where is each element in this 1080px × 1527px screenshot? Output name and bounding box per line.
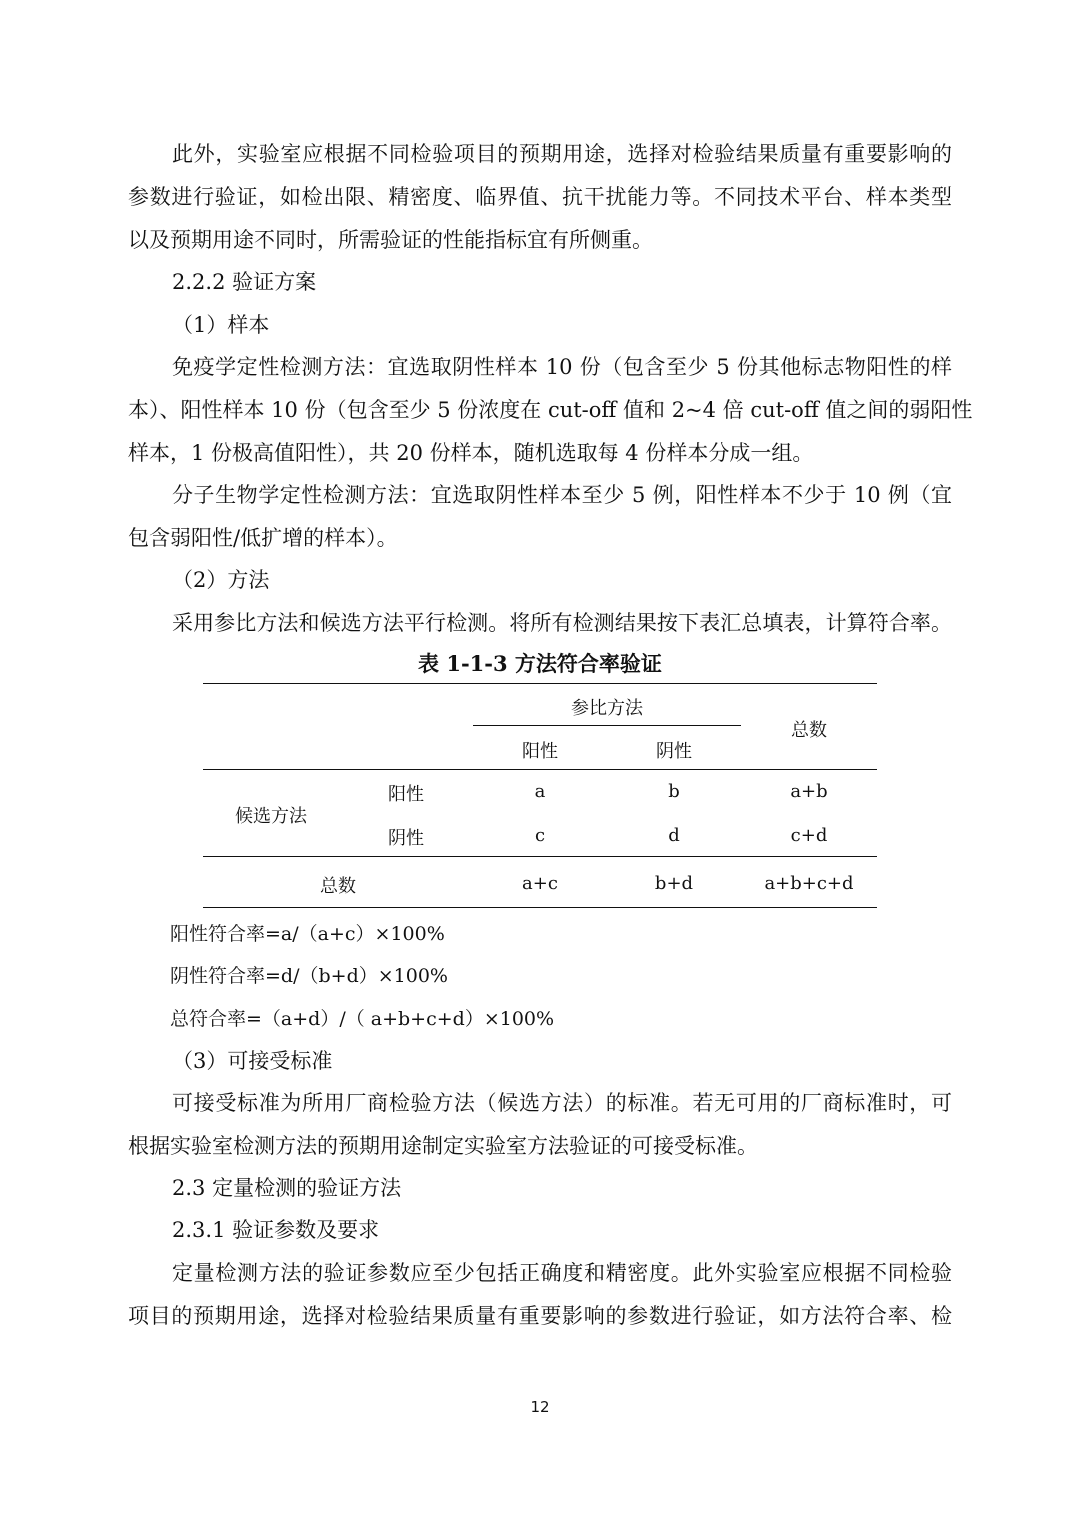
paragraph-line: 免疫学定性检测方法：宜选取阴性样本 10 份（包含至少 5 份其他标志物阳性的样 bbox=[172, 355, 952, 379]
page-number: 12 bbox=[530, 1398, 550, 1416]
cell-a: a bbox=[534, 781, 546, 802]
formula-total-rate: 总符合率=（a+d）/（ a+b+c+d）×100% bbox=[170, 1008, 555, 1030]
cell-a-plus-b: a+b bbox=[790, 781, 828, 802]
section-heading: 2.3.1 验证参数及要求 bbox=[172, 1218, 380, 1242]
paragraph-line: 样本，1 份极高值阳性），共 20 份样本，随机选取每 4 份样本分成一组。 bbox=[128, 441, 814, 465]
table-body-rule bbox=[203, 856, 877, 857]
header-total: 总数 bbox=[791, 720, 827, 741]
table-top-rule bbox=[203, 683, 877, 684]
table-bottom-rule bbox=[203, 907, 877, 908]
paragraph-line: 分子生物学定性检测方法：宜选取阴性样本至少 5 例，阳性样本不少于 10 例（宜 bbox=[172, 483, 952, 507]
cell-c: c bbox=[534, 825, 546, 846]
formula-negative-rate: 阴性符合率=d/（b+d）×100% bbox=[170, 965, 448, 987]
header-positive: 阳性 bbox=[522, 741, 558, 762]
table-caption: 表 1-1-3 方法符合率验证 bbox=[418, 651, 662, 676]
cell-c-plus-d: c+d bbox=[790, 825, 828, 846]
row-label-negative: 阴性 bbox=[388, 828, 424, 849]
paragraph-line: 本）、阳性样本 10 份（包含至少 5 份浓度在 cut-off 值和 2~4 倍 cut-off 值之间的弱阳性 bbox=[128, 398, 973, 422]
cell-d: d bbox=[668, 825, 680, 846]
paragraph-line: 包含弱阳性/低扩增的样本）。 bbox=[128, 526, 398, 550]
header-negative: 阴性 bbox=[656, 741, 692, 762]
paragraph-line: 可接受标准为所用厂商检验方法（候选方法）的标准。若无可用的厂商标准时，可 bbox=[172, 1091, 952, 1115]
row-candidate-method: 候选方法 bbox=[235, 806, 307, 827]
row-total-label: 总数 bbox=[320, 876, 356, 897]
header-ref-method: 参比方法 bbox=[571, 698, 643, 719]
paragraph-line: 项目的预期用途，选择对检验结果质量有重要影响的参数进行验证，如方法符合率、检 bbox=[128, 1304, 952, 1328]
table-header-rule bbox=[203, 769, 877, 770]
subsection-heading: （1）样本 bbox=[172, 313, 270, 337]
cell-b-plus-d: b+d bbox=[654, 873, 694, 894]
cell-a-plus-c: a+c bbox=[522, 873, 558, 894]
paragraph-line: 以及预期用途不同时，所需验证的性能指标宜有所侧重。 bbox=[128, 228, 653, 252]
cell-b: b bbox=[668, 781, 680, 802]
row-label-positive: 阳性 bbox=[388, 784, 424, 805]
formula-positive-rate: 阳性符合率=a/（a+c）×100% bbox=[170, 923, 445, 945]
paragraph-line: 定量检测方法的验证参数应至少包括正确度和精密度。此外实验室应根据不同检验 bbox=[172, 1261, 952, 1285]
cell-grand-total: a+b+c+d bbox=[764, 873, 854, 894]
paragraph-line: 此外，实验室应根据不同检验项目的预期用途，选择对检验结果质量有重要影响的 bbox=[172, 142, 952, 166]
subsection-heading: （3）可接受标准 bbox=[172, 1049, 333, 1073]
section-heading: 2.3 定量检测的验证方法 bbox=[172, 1176, 402, 1200]
paragraph-line: 采用参比方法和候选方法平行检测。将所有检测结果按下表汇总填表，计算符合率。 bbox=[172, 611, 952, 635]
subsection-heading: （2）方法 bbox=[172, 568, 270, 592]
section-heading: 2.2.2 验证方案 bbox=[172, 270, 317, 294]
table-sub-rule bbox=[473, 725, 741, 726]
paragraph-line: 参数进行验证，如检出限、精密度、临界值、抗干扰能力等。不同技术平台、样本类型 bbox=[128, 185, 952, 209]
paragraph-line: 根据实验室检测方法的预期用途制定实验室方法验证的可接受标准。 bbox=[128, 1134, 758, 1158]
